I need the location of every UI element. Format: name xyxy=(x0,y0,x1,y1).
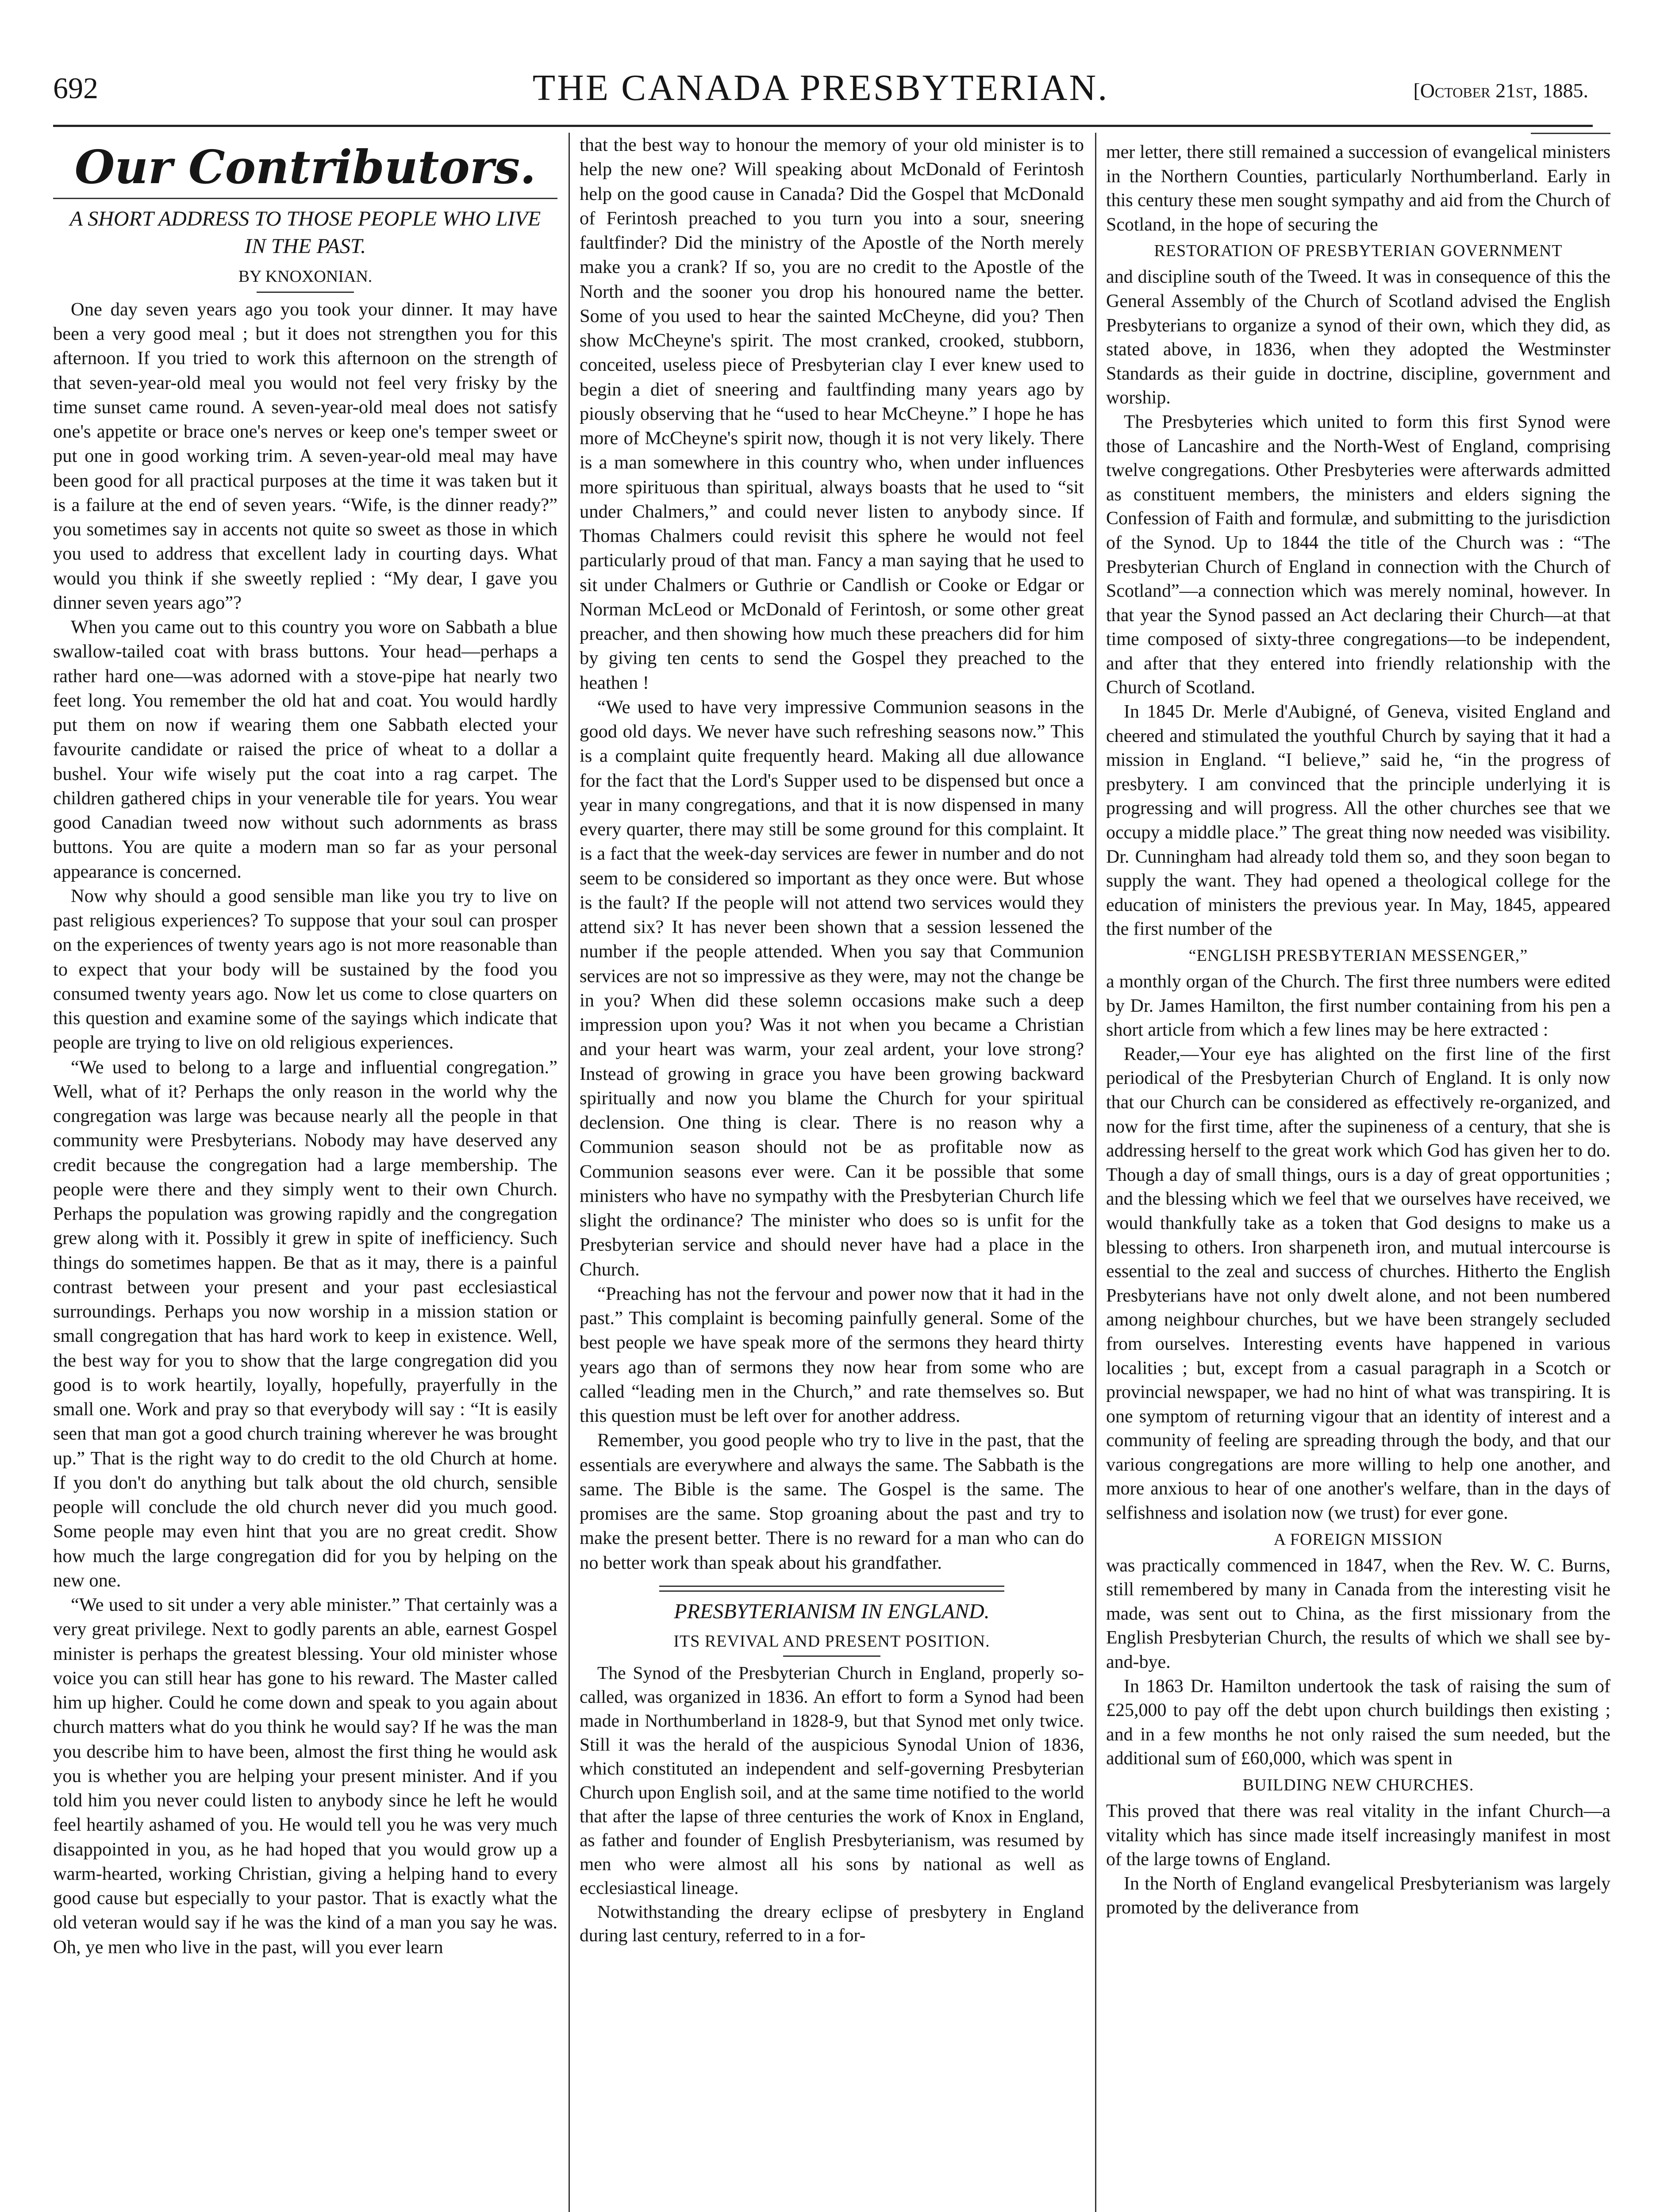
column-divider xyxy=(1095,133,1096,2212)
paragraph: Remember, you good people who try to live in the past, that the essentials are everywhere and always the same. The Sabbath is the same. The Bible is the same. The Gospel is the same. The promises are the same. Stop groaning about the past and try to make the present better. There is no reward for a man who can do no better work than speak about his grandfather. xyxy=(580,1430,1084,1573)
subheading: BUILDING NEW CHURCHES. xyxy=(1242,1776,1474,1794)
paragraph: Now why should a good sensible man like you try to live on past religious experiences? To suppose that your soul can prosper on the experiences of twenty years ago is not more reasonable than to expect that your body will be sustained by the food you consumed twenty years ago. Now let us come to close quarters on this question and examine some of the sayings which indicate that people are trying to live on old religious experiences. xyxy=(53,885,557,1053)
column-divider xyxy=(569,133,570,2212)
article-title: PRESBYTERIANISM IN ENGLAND. xyxy=(674,1599,990,1623)
paragraph: Reader,—Your eye has alighted on the first line of the first periodical of the Presbyterian Church of England. It is only now that our Church can be considered as effectively re-organized, and now for the first time, after the supineness of a century, that she is addressing herself to the great work which God has given her to do. Though a day of small things, ours is a day of great opportunities ; and the blessing which we feel that we ourselves have received, we would thankfully take as a token that God designs to make us a blessing to others. Iron sharpeneth iron, and mutual intercourse is essential to the zeal and success of churches. Hitherto the English Presbyterians have not only dwelt alone, and not been numbered among neighbour churches, but we have been strangely secluded from ourselves. Interesting events have happened in various localities ; but, except from a casual paragraph in a Scotch or provincial newspaper, we had no hint of what was transpiring. It is one symptom of returning vigour that an identity of interest and a community of feeling are spreading through the body, and that our various congregations are more willing to help one another, and more anxious to hear of one another's welfare, than in the days of selfishness and isolation now (we trust) for ever gone. xyxy=(1106,1044,1610,1524)
column-3 xyxy=(1106,133,1610,2212)
article-body xyxy=(580,1661,1084,1947)
subheading: RESTORATION OF PRESBYTERIAN GOVERNMENT xyxy=(1154,242,1563,261)
paragraph: When you came out to this country you wore on Sabbath a blue swallow-tailed coat with brass buttons. Your head—perhaps a rather hard one—was adorned with a stove-pipe hat nearly two feet long. You remember the old hat and coat. You would hardly put them on now if wearing them one Sabbath elected your favourite candidate or raised the price of wheat to a dollar a bushel. Your wife wisely put the coat into a rag carpet. The children gathered chips in your venerable tile for years. You wear good Canadian tweed now without such adornments as brass buttons. You are quite a modern man so far as your personal appearance is concerned. xyxy=(53,617,557,882)
paragraph: This proved that there was real vitality in the infant Church—a vitality which has since made itself increasingly manifest in most of the large towns of England. xyxy=(1106,1801,1610,1870)
paragraph: One day seven years ago you took your dinner. It may have been a very good meal ; but it does not strengthen you for this afternoon. If you tried to work this afternoon on the strength of that seven-year-old meal you would not feel very frisky by the time sunset came round. A seven-year-old meal does not satisfy one's appetite or brace one's nerves or keep one's temper sweet or put one in good working trim. A seven-year-old meal may have been good for all practical purposes at the time it was taken but it is a failure at the end of seven years. “Wife, is the dinner ready?” you sometimes say in accents not quite so sweet as those in which you used to address that excellent lady in courting days. What would you think if she sweetly replied : “My dear, I gave you dinner seven years ago”? xyxy=(53,299,557,613)
column-head-rule xyxy=(1531,133,1610,134)
subheading: “ENGLISH PRESBYTERIAN MESSENGER,” xyxy=(1188,946,1528,965)
article-body xyxy=(53,297,557,1959)
paragraph: The Synod of the Presbyterian Church in England, properly so-called, was organized in 1836. An effort to form a Synod had been made in Northumberland in 1828-9, but that Synod met only twice. Still it was the herald of the auspicious Synodal Union of 1836, which constituted an independent and self-governing Presbyterian Church upon English soil, and at the same time notified to the world that after the lapse of three centuries the work of Knox in England, as father and founder of English Presbyterianism, was resumed by men who were almost all his sons by national as well as ecclesiastical lineage. xyxy=(580,1663,1084,1898)
column-1 xyxy=(53,133,557,2212)
article-subtitle: ITS REVIVAL AND PRESENT POSITION. xyxy=(673,1632,990,1651)
section-title: Our Contributors. xyxy=(74,140,536,194)
issue-date: [October 21st, 1885. xyxy=(1413,79,1588,102)
paper-title: THE CANADA PRESBYTERIAN. xyxy=(532,67,1109,108)
paragraph: “We used to sit under a very able minister.” That certainly was a very great privilege. Next to godly parents an able, earnest Gospel minister is perhaps the greatest blessing. Your old minister whose voice you can still hear has gone to his reward. The Master called him up higher. Could he come down and speak to you again about church matters what do you think he would say? If he was the man you describe him to have been, almost the first thing he would ask you is whether you are helping your present minister. And if you told him you never could listen to anybody since he left he would feel heartily ashamed of you. He would tell you he was very much disappointed in you, as he had hoped that you would grow up a warm-hearted, working Christian, giving a helping hand to every good cause but especially to your pastor. That is exactly what the old veteran would say if he was the kind of a man you say he was. Oh, ye men who live in the past, will you ever learn xyxy=(53,1594,557,1958)
page-number: 692 xyxy=(53,71,98,105)
paragraph: “Preaching has not the fervour and power now that it had in the past.” This complaint is becoming painfully general. Some of the best people we have speak more of the sermons they heard thirty years ago than of sermons they now hear from some who are called “leading men in the Church,” and rate themselves so. But this question must be left over for another address. xyxy=(580,1283,1084,1426)
article-title: A SHORT ADDRESS TO THOSE PEOPLE WHO LIVE IN THE PAST. xyxy=(69,207,541,258)
subtitle-rule xyxy=(783,1655,880,1657)
paragraph: was practically commenced in 1847, when the Rev. W. C. Burns, still remembered by many in Canada from the interesting visit he made, was sent out to China, as the first missionary from the English Presbyterian Church, the results of which we shall see by-and-bye. xyxy=(1106,1555,1610,1673)
column-2 xyxy=(580,133,1084,2212)
paragraph: The Presbyteries which united to form this first Synod were those of Lancashire and the North-West of England, comprising twelve congregations. Other Presbyteries were afterwards admitted as constituent members, the ministers and elders signing the Confession of Faith and formulæ, and submitting to the jurisdiction of the Synod. Up to 1844 the title of the Church was : “The Presbyterian Church of England in connection with the Church of Scotland”—a connection which was merely nominal, however. In that year the Synod passed an Act declaring their Church—at that time composed of sixty-three congregations—to be independent, and after that they entered into friendly relationship with the Church of Scotland. xyxy=(1106,411,1610,698)
masthead-rule xyxy=(53,125,1593,127)
section-rule xyxy=(53,198,557,199)
paragraph: Notwithstanding the dreary eclipse of presbytery in England during last century, referred to in a for- xyxy=(580,1901,1084,1946)
paragraph: In 1863 Dr. Hamilton undertook the task of raising the sum of £25,000 to pay off the debt upon church buildings then existing ; and in a few months he not only raised the sum needed, but the additional sum of £60,000, which was spent in xyxy=(1106,1676,1610,1769)
article-byline: BY KNOXONIAN. xyxy=(238,267,373,286)
paragraph: and discipline south of the Tweed. It was in consequence of this the General Assembly of the Church of Scotland advised the English Presbyterians to organize a synod of their own, which they did, as stated above, in 1836, when they adopted the Westminster Standards as their guide in doctrine, discipline, government and worship. xyxy=(1106,267,1610,408)
article-separator xyxy=(659,1586,1004,1592)
paragraph: “We used to belong to a large and influential congregation.” Well, what of it? Perhaps the only reason in the world why the congregation was large was because nearly all the people in that community were Presbyterians. Nobody may have deserved any credit because the congregation had a large membership. The people were there and they simply went to their own Church. Perhaps the population was growing rapidly and the congregation grew along with it. Possibly it grew in spite of inefficiency. Such things do sometimes happen. Be that as it may, there is a painful contrast between your present and your past ecclesiastical surroundings. Perhaps you now worship in a mission station or small congregation that has hard work to keep in existence. Well, the best way for you to show that the large congregation did you good is to work heartily, loyally, hopefully, prayerfully in the small one. Work and pray so that everybody will say : “It is easily seen that man got a good church training wherever he was brought up.” That is the right way to do credit to the old Church at home. If you don't do anything but talk about the old church, sensible people will conclude the old church never did you much good. Some people may even hint that you are no great credit. Show how much the large congregation did for you by helping on the new one. xyxy=(53,1056,557,1591)
paragraph: “We used to have very impressive Communion seasons in the good old days. We never have such refreshing seasons now.” This is a complaint quite frequently heard. Making all due allowance for the fact that the Lord's Supper used to be dispensed but once a year in many congregations, and that it is now dispensed in many every quarter, there may still be some ground for this complaint. It is a fact that the week-day services are fewer in number and do not seem to be considered so important as they once were. But whose is the fault? If the people will not attend two services would they attend six? It has never been shown that a session lessened the number if the people attended. When you say that Communion services are not so impressive as they were, may not the change be in you? When did these solemn occasions make such a deep impression upon you? Was it not when you became a Christian and your heart was warm, your zeal ardent, your love strong? Instead of growing in grace you have been growing backward spiritually and now you blame the Church for your spiritual declension. One thing is clear. There is no reason why a Communion season should not be as profitable now as Communion seasons ever were. Can it be possible that some ministers who have no sympathy with the Presbyterian Church life slight the ordinance? The minister who does so is unfit for the Presbyterian service and should never have had a place in the Church. xyxy=(580,696,1084,1280)
byline-rule xyxy=(257,292,354,293)
paragraph: that the best way to honour the memory of your old minister is to help the new one? Will speaking about McDonald of Ferintosh help on the good cause in Canada? Did the Gospel that McDonald of Ferintosh preached to you turn you into a sour, sneering faultfinder? Did the ministry of the Apostle of the North merely make you a crank? If so, you are no credit to the Apostle of the North and the sooner you drop his honoured name the better. Some of you used to hear the sainted McCheyne, did you? Then show McCheyne's spirit. The most cranked, crooked, stubborn, conceited, useless piece of Presbyterian clay I ever knew used to begin a diet of sneering and faultfinding many years ago by piously observing that he “used to hear McCheyne.” I hope he has more of McCheyne's spirit now, though it is not very likely. There is a man somewhere in this country who, when under influences more spirituous than spiritual, always boasts that he used to “sit under Chalmers,” and could never listen to anybody since. If Thomas Chalmers could revisit this sphere he would not feel particularly proud of that man. Fancy a man saying that he used to sit under Chalmers or Guthrie or Candlish or Cooke or Edgar or Norman McLeod or McDonald of Ferintosh, or some other great preacher, and then showing how much these preachers did for him by giving ten cents to send the Gospel they preached to the heathen ! xyxy=(580,134,1084,693)
article-body-continued xyxy=(580,133,1084,1575)
paragraph: a monthly organ of the Church. The first three numbers were edited by Dr. James Hamilton, the first number containing from his pen a short article from which a few lines may be here extracted : xyxy=(1106,972,1610,1041)
masthead xyxy=(53,66,1588,128)
paragraph: In 1845 Dr. Merle d'Aubigné, of Geneva, visited England and cheered and stimulated the youthful Church by saying that it had a mission in England. “I believe,” said he, “in the progress of presbytery. I am convinced that the principle underlying it is progressing and will progress. All the other churches see that we occupy a middle place.” The great thing now needed was visibility. Dr. Cunningham had already told them so, and they soon began to supply the want. They had opened a theological college for the education of ministers the previous year. In May, 1845, appeared the first number of the xyxy=(1106,702,1610,940)
paragraph: In the North of England evangelical Presbyterianism was largely promoted by the deliverance from xyxy=(1106,1873,1610,1918)
paragraph: mer letter, there still remained a succession of evangelical ministers in the Northern Counties, particularly Northumberland. Early in this century these men sought sympathy and aid from the Church of Scotland, in the hope of securing the xyxy=(1106,142,1610,235)
subheading: A FOREIGN MISSION xyxy=(1273,1530,1443,1549)
